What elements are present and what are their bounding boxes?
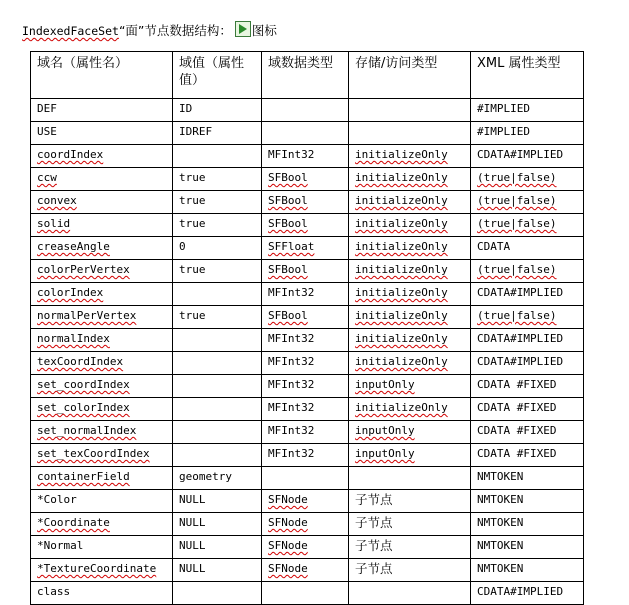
table-cell: NULL	[173, 513, 262, 536]
table-cell: initializeOnly	[349, 306, 471, 329]
table-cell: set_texCoordIndex	[31, 444, 173, 467]
column-header: 域名（属性名）	[31, 52, 173, 99]
table-row	[31, 191, 584, 214]
table-cell: CDATA #FIXED	[471, 421, 584, 444]
table-cell	[349, 99, 471, 122]
table-cell: initializeOnly	[349, 214, 471, 237]
table-cell: true	[173, 306, 262, 329]
table-cell: initializeOnly	[349, 237, 471, 260]
table-cell	[173, 444, 262, 467]
table-cell: MFInt32	[262, 352, 349, 375]
table-cell: 子节点	[349, 513, 471, 536]
table-cell: CDATA	[471, 237, 584, 260]
table-cell: CDATA #FIXED	[471, 398, 584, 421]
icon-label: 图标	[251, 23, 277, 38]
table-cell	[173, 421, 262, 444]
table-cell: SFNode	[262, 513, 349, 536]
table-cell: CDATA #FIXED	[471, 375, 584, 398]
table-cell: *TextureCoordinate	[31, 559, 173, 582]
table-row	[31, 237, 584, 260]
table-header-row	[31, 52, 584, 99]
table-cell: *Normal	[31, 536, 173, 559]
table-cell	[349, 582, 471, 605]
table-cell: MFInt32	[262, 398, 349, 421]
table-cell: SFNode	[262, 559, 349, 582]
table-cell: DEF	[31, 99, 173, 122]
table-row	[31, 421, 584, 444]
table-cell: CDATA#IMPLIED	[471, 145, 584, 168]
table-row	[31, 122, 584, 145]
table-cell	[173, 375, 262, 398]
table-cell: 子节点	[349, 559, 471, 582]
table-cell: NMTOKEN	[471, 536, 584, 559]
column-header: 存储/访问类型	[349, 52, 471, 99]
table-row	[31, 467, 584, 490]
table-cell: ID	[173, 99, 262, 122]
table-cell: SFNode	[262, 490, 349, 513]
table-cell: 子节点	[349, 490, 471, 513]
table-cell: initializeOnly	[349, 352, 471, 375]
table-cell: (true|false)	[471, 306, 584, 329]
table-cell: SFBool	[262, 306, 349, 329]
table-cell	[349, 122, 471, 145]
table-cell: MFInt32	[262, 421, 349, 444]
table-cell: initializeOnly	[349, 398, 471, 421]
table-cell: CDATA#IMPLIED	[471, 352, 584, 375]
table-cell: class	[31, 582, 173, 605]
table-cell: MFInt32	[262, 444, 349, 467]
table-row	[31, 398, 584, 421]
table-cell: inputOnly	[349, 421, 471, 444]
table-cell	[173, 283, 262, 306]
table-row	[31, 99, 584, 122]
table-cell: 0	[173, 237, 262, 260]
table-cell: CDATA#IMPLIED	[471, 283, 584, 306]
table-cell: initializeOnly	[349, 191, 471, 214]
table-cell	[173, 398, 262, 421]
table-cell: texCoordIndex	[31, 352, 173, 375]
table-row	[31, 375, 584, 398]
table-cell: ccw	[31, 168, 173, 191]
table-row	[31, 260, 584, 283]
table-cell: NMTOKEN	[471, 513, 584, 536]
table-cell: CDATA #FIXED	[471, 444, 584, 467]
table-cell: CDATA#IMPLIED	[471, 329, 584, 352]
table-cell: colorPerVertex	[31, 260, 173, 283]
column-header: 域数据类型	[262, 52, 349, 99]
table-cell: SFBool	[262, 214, 349, 237]
table-cell: MFInt32	[262, 145, 349, 168]
table-cell: convex	[31, 191, 173, 214]
table-row	[31, 329, 584, 352]
table-cell: true	[173, 260, 262, 283]
table-cell: SFFloat	[262, 237, 349, 260]
table-row	[31, 168, 584, 191]
table-cell: true	[173, 191, 262, 214]
column-header: XML 属性类型	[471, 52, 584, 99]
table-cell: normalIndex	[31, 329, 173, 352]
table-row	[31, 559, 584, 582]
table-cell: containerField	[31, 467, 173, 490]
table-row	[31, 582, 584, 605]
table-cell: NULL	[173, 536, 262, 559]
table-cell: SFNode	[262, 536, 349, 559]
table-body	[31, 99, 584, 605]
table-cell: initializeOnly	[349, 168, 471, 191]
table-cell: NMTOKEN	[471, 559, 584, 582]
table-cell: set_normalIndex	[31, 421, 173, 444]
table-cell	[349, 467, 471, 490]
table-cell: initializeOnly	[349, 260, 471, 283]
table-cell: (true|false)	[471, 191, 584, 214]
table-cell: SFBool	[262, 168, 349, 191]
table-cell	[262, 122, 349, 145]
table-cell: creaseAngle	[31, 237, 173, 260]
table-cell: inputOnly	[349, 444, 471, 467]
table-cell: MFInt32	[262, 375, 349, 398]
table-row	[31, 490, 584, 513]
table-cell: NULL	[173, 490, 262, 513]
table-row	[31, 352, 584, 375]
table-cell: NULL	[173, 559, 262, 582]
table-cell	[173, 352, 262, 375]
table-cell	[173, 145, 262, 168]
table-row	[31, 145, 584, 168]
table-row	[31, 513, 584, 536]
table-cell	[173, 329, 262, 352]
table-cell: #IMPLIED	[471, 122, 584, 145]
table-row	[31, 444, 584, 467]
table-cell: SFBool	[262, 191, 349, 214]
table-cell: colorIndex	[31, 283, 173, 306]
table-cell: coordIndex	[31, 145, 173, 168]
node-name: IndexedFaceSet	[22, 24, 119, 38]
table-cell: initializeOnly	[349, 145, 471, 168]
heading-text: “面”节点数据结构：	[118, 23, 232, 38]
table-cell: (true|false)	[471, 168, 584, 191]
table-cell: set_coordIndex	[31, 375, 173, 398]
table-cell: 子节点	[349, 536, 471, 559]
table-row	[31, 536, 584, 559]
table-cell: true	[173, 214, 262, 237]
table-row	[31, 306, 584, 329]
table-cell: USE	[31, 122, 173, 145]
table-row	[31, 283, 584, 306]
table-cell: *Coordinate	[31, 513, 173, 536]
table-cell: normalPerVertex	[31, 306, 173, 329]
table-cell: MFInt32	[262, 329, 349, 352]
table-cell: solid	[31, 214, 173, 237]
table-cell: #IMPLIED	[471, 99, 584, 122]
table-cell: NMTOKEN	[471, 490, 584, 513]
table-cell	[262, 582, 349, 605]
heading	[22, 22, 277, 40]
table-cell	[173, 582, 262, 605]
field-table	[30, 51, 584, 605]
table-cell	[262, 467, 349, 490]
table-cell: *Color	[31, 490, 173, 513]
table-cell: initializeOnly	[349, 283, 471, 306]
table-cell: SFBool	[262, 260, 349, 283]
table-cell: inputOnly	[349, 375, 471, 398]
table-cell: IDREF	[173, 122, 262, 145]
table-cell: (true|false)	[471, 214, 584, 237]
table-cell	[262, 99, 349, 122]
table-row	[31, 214, 584, 237]
table-cell: geometry	[173, 467, 262, 490]
table-cell: true	[173, 168, 262, 191]
table-cell: MFInt32	[262, 283, 349, 306]
table-cell: set_colorIndex	[31, 398, 173, 421]
column-header: 域值（属性值）	[173, 52, 262, 99]
node-play-icon	[235, 21, 251, 37]
table-cell: (true|false)	[471, 260, 584, 283]
table-cell: CDATA#IMPLIED	[471, 582, 584, 605]
table-cell: initializeOnly	[349, 329, 471, 352]
table-cell: NMTOKEN	[471, 467, 584, 490]
